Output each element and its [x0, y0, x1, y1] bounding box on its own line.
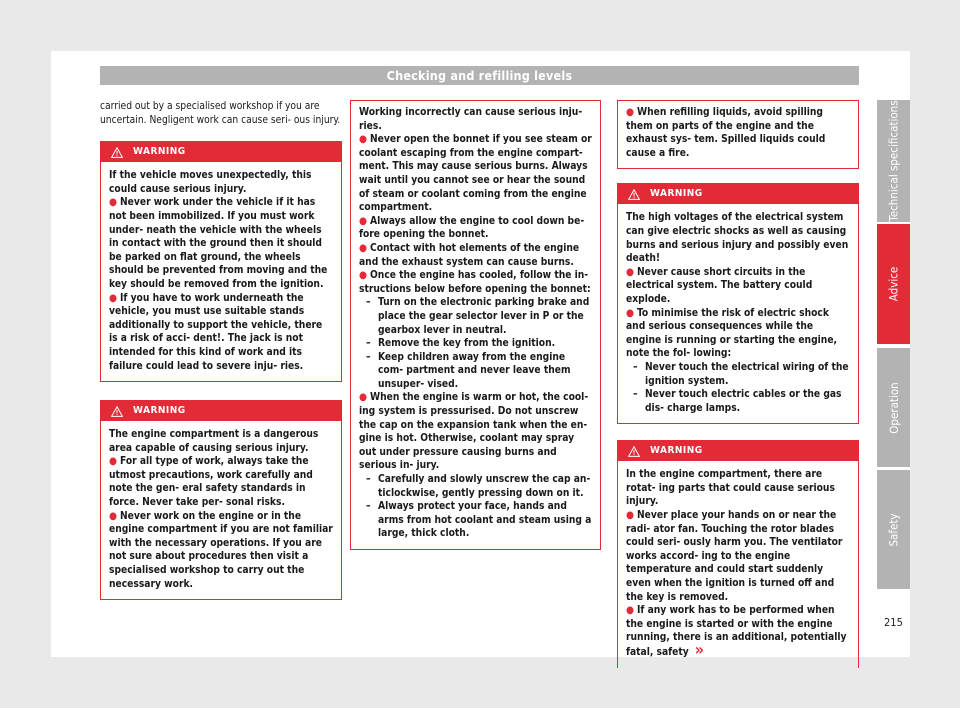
dash-item [359, 500, 593, 541]
dash-icon: – [633, 389, 638, 401]
tab-label: Advice [886, 266, 901, 302]
bullet-item [109, 292, 334, 374]
warning-header [101, 142, 341, 162]
warning-triangle-icon [628, 446, 640, 457]
bullet-text: When the engine is warm or hot, the cool- ing system is pressurised. Do not unscrew the cap on the expansion tank when the en- gine is hot. Otherwise, coolant may spray out under pressure causing burns and serious in- jury. [359, 392, 589, 472]
dash-text: Carefully and slowly unscrew the cap an- ticlockwise, gently pressing down on it. [378, 474, 591, 499]
tab-label: Operation [886, 381, 901, 434]
bullet-text: Contact with hot elements of the engine and the exhaust system can cause burns. [359, 242, 580, 268]
dash-item [359, 296, 593, 337]
warning-box-vehicle-moves [100, 141, 342, 382]
warning-title: WARNING [133, 405, 186, 417]
bullet-text: For all type of work, always take the utmost precautions, work carefully and note the gen- eral safety standards in force. Never take per- sonal risks. [109, 456, 313, 509]
bullet-text: Never cause short circuits in the electrical system. The battery could explode. [626, 266, 813, 305]
dash-text: Turn on the electronic parking brake and place the gear selector lever in P or the gearbox lever in neutral. [378, 297, 590, 336]
warning-body [618, 461, 858, 667]
column-left [100, 100, 342, 612]
continue-arrows-icon: » [694, 640, 705, 659]
bullet-item [109, 510, 334, 592]
tab-technical-specifications[interactable] [877, 100, 910, 222]
tab-operation[interactable] [877, 348, 910, 467]
warning-box-electrical [617, 183, 859, 424]
warning-box-engine-compartment [100, 400, 342, 600]
column-right [617, 100, 859, 680]
bullet-item [626, 509, 851, 604]
bullet-item [359, 133, 593, 215]
dash-text: Keep children away from the engine com- partment and never leave them unsuper- vised. [378, 351, 571, 390]
intro-text: carried out by a specialised workshop if you are uncertain. Negligent work can cause seri- ous injury. [100, 101, 341, 126]
dash-icon: – [366, 474, 371, 486]
bullet-text: Once the engine has cooled, follow the in- structions below before opening the bonnet: [359, 270, 591, 295]
warning-title: WARNING [650, 188, 703, 200]
dash-icon: – [366, 351, 371, 363]
bullet-icon: ● [359, 242, 367, 254]
warning-header [618, 184, 858, 204]
warning-triangle-icon [111, 147, 123, 158]
dash-icon: – [366, 338, 371, 350]
dash-text: Never touch the electrical wiring of the ignition system. [645, 361, 849, 387]
dash-icon: – [366, 501, 371, 513]
bullet-icon: ● [626, 307, 634, 319]
bullet-item [626, 266, 851, 307]
bullet-text: To minimise the risk of electric shock and serious consequences while the engine is running or starting the engine, note the fol- lowing: [626, 307, 838, 360]
warning-header [101, 401, 341, 421]
bullet-text: Never work under the vehicle if it has not been immobilized. If you must work under- neath the vehicle with the wheels in contact with the ground then it should be parked on flat ground, the wheels should be prevented from moving and the key should be removed from the ignition. [109, 197, 328, 290]
bullet-icon: ● [359, 392, 367, 404]
warning-title: WARNING [650, 445, 703, 457]
tab-safety[interactable] [877, 470, 910, 589]
bullet-icon: ● [109, 197, 117, 209]
bullet-item [359, 215, 593, 242]
warning-lead: The high voltages of the electrical system can give electric shocks as well as causing burns and serious injury and possibly even death! [626, 212, 849, 265]
bullet-icon: ● [109, 292, 117, 304]
warning-body [618, 101, 858, 168]
bullet-icon: ● [626, 605, 634, 617]
bullet-text: If you have to work underneath the vehicle, you must use suitable stands additionally to support the vehicle, there is a risk of acci- dent!. The jack is not intended for this kind of work and its failure could lead to severe inju- ries. [109, 292, 323, 372]
warning-lead: If the vehicle moves unexpectedly, this could cause serious injury. [109, 170, 312, 195]
bullet-icon: ● [359, 134, 367, 146]
bullet-item [359, 242, 593, 269]
bullet-item [359, 391, 593, 473]
bullet-text: Never work on the engine or in the engine compartment if you are not familiar with the necessary operations. If you are not sure about procedures then visit a specialised workshop to carry out the necessary work. [109, 510, 333, 590]
warning-box-refilling [617, 100, 859, 169]
bullet-icon: ● [626, 266, 634, 278]
dash-item [359, 337, 593, 351]
bullet-icon: ● [109, 510, 117, 522]
dash-item [626, 388, 851, 415]
tab-advice[interactable] [877, 224, 910, 344]
column-middle [350, 100, 601, 562]
bullet-icon: ● [626, 107, 634, 118]
warning-header [618, 441, 858, 461]
bullet-text: Always allow the engine to cool down be- fore opening the bonnet. [359, 215, 585, 241]
bullet-text: Never place your hands on or near the radi- ator fan. Touching the rotor blades could seri- ously harm you. The ventilator works accord- ing to the engine temperature and could start suddenly even when the ignition is turned off and the key is removed. [626, 510, 843, 603]
warning-lead: Working incorrectly can cause serious inju- ries. [359, 107, 583, 132]
warning-title: WARNING [133, 146, 186, 158]
bullet-icon: ● [626, 510, 634, 522]
dash-text: Always protect your face, hands and arms from hot coolant and steam using a large, thick cloth. [378, 501, 592, 540]
bullet-icon: ● [359, 215, 367, 227]
warning-box-rotating-parts [617, 440, 859, 667]
warning-body [101, 162, 341, 381]
dash-item [359, 473, 593, 500]
bullet-icon: ● [109, 456, 117, 468]
warning-body [618, 204, 858, 423]
warning-lead: In the engine compartment, there are rotat- ing parts that could cause serious injury. [626, 469, 835, 508]
warning-body [351, 101, 600, 549]
warning-body [101, 421, 341, 599]
bullet-item [109, 455, 334, 509]
bullet-text: Never open the bonnet if you see steam or coolant escaping from the engine compart- ment. This may cause serious burns. Always wait until you cannot see or hear the sound of steam or coolant coming from the engine compartment. [359, 134, 592, 214]
page-number: 215 [884, 616, 903, 629]
warning-triangle-icon [111, 406, 123, 417]
warning-lead: The engine compartment is a dangerous area capable of causing serious injury. [109, 429, 319, 454]
dash-text: Remove the key from the ignition. [378, 338, 556, 350]
bullet-item [109, 196, 334, 291]
dash-icon: – [366, 297, 371, 309]
tab-label: Technical specifications [886, 100, 901, 222]
warning-box-continued [350, 100, 601, 550]
bullet-text: When refilling liquids, avoid spilling them on parts of the engine and the exhaust sys- tem. Spilled liquids could cause a fire. [626, 107, 826, 159]
bullet-item [626, 604, 851, 659]
dash-text: Never touch electric cables or the gas dis- charge lamps. [645, 389, 842, 414]
bullet-item [359, 269, 593, 296]
dash-icon: – [633, 361, 638, 373]
bullet-item [626, 106, 851, 160]
tab-label: Safety [886, 512, 901, 547]
warning-triangle-icon [628, 189, 640, 200]
bullet-icon: ● [359, 270, 367, 282]
bullet-text: If any work has to be performed when the engine is started or with the engine running, there is an additional, potentially fatal, safety [626, 605, 847, 658]
bullet-item [626, 307, 851, 361]
dash-item [359, 351, 593, 392]
dash-item [626, 361, 851, 388]
section-header: Checking and refilling levels [100, 66, 859, 85]
